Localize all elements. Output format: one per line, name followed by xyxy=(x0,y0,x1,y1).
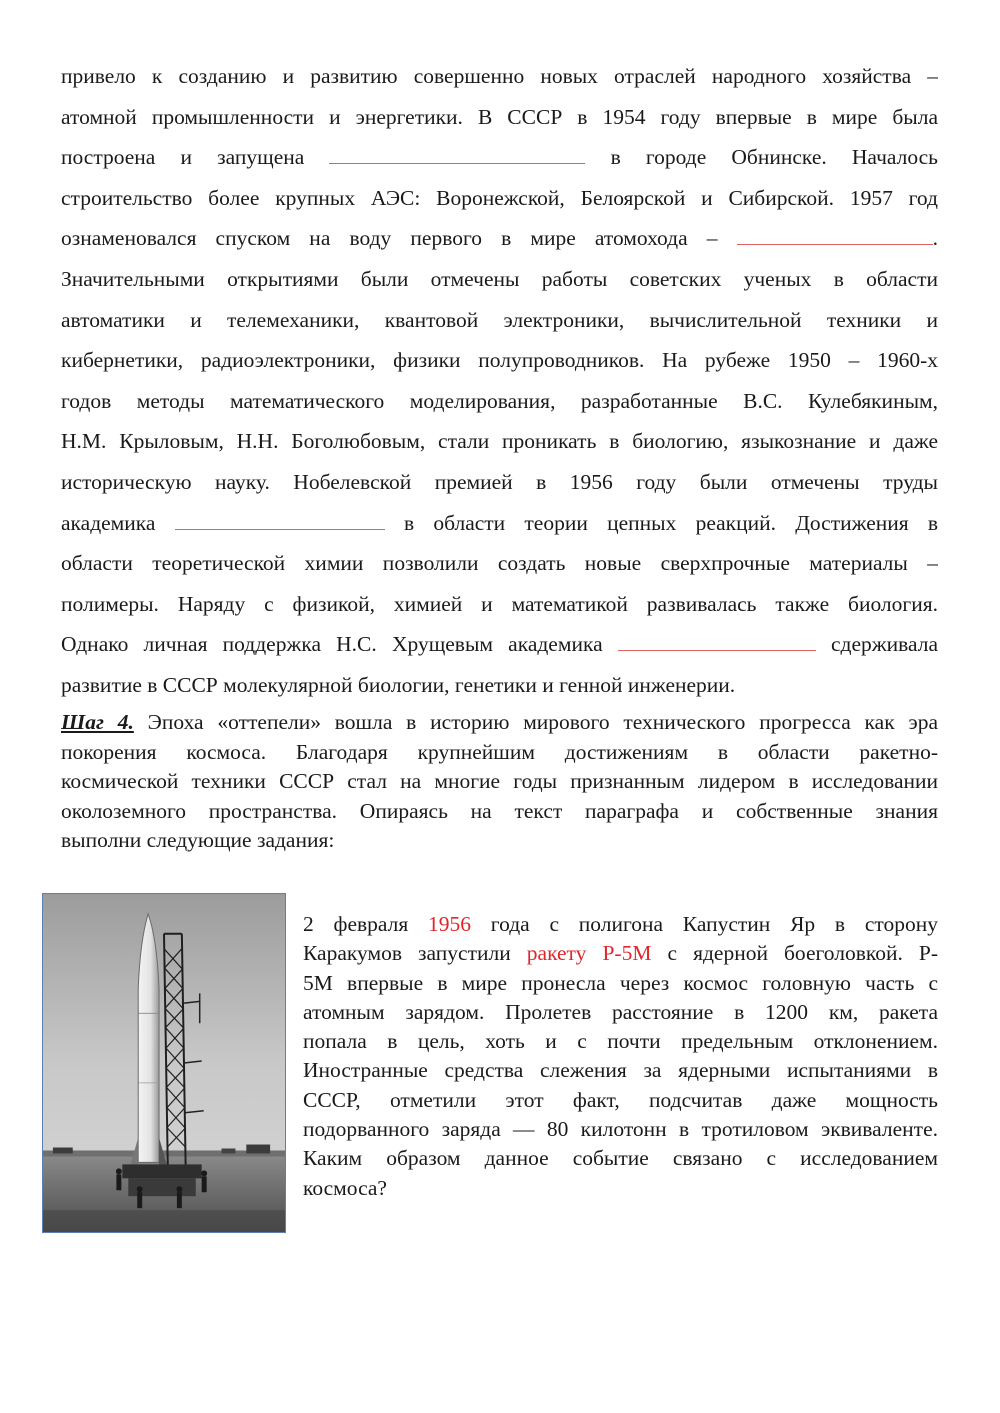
answer-blank-icebreaker[interactable] xyxy=(737,222,933,245)
text-line: автоматики и телемеханики, квантовой электроники, вычислительной техники и xyxy=(61,307,938,332)
text-segment: сдерживала xyxy=(830,632,938,657)
text-line: Каким образом данное событие связано с исследованием xyxy=(303,1146,938,1171)
rocket-photo xyxy=(42,893,286,1233)
text-line: Н.М. Крыловым, Н.Н. Боголюбовым, стали проникать в биологию, языкознание и даже xyxy=(61,429,938,454)
text-line: кибернетики, радиоэлектроники, физики полупроводников. На рубеже 1950 – 1960-х xyxy=(61,348,938,373)
text-line: привело к созданию и развитию совершенно новых отраслей народного хозяйства – xyxy=(61,64,938,88)
text-segment: в городе Обнинске. Началось xyxy=(610,145,938,170)
text-segment: 2 февраля xyxy=(303,912,409,936)
text-line: 5М впервые в мире пронесла через космос головную часть с xyxy=(303,970,938,995)
text-line: полимеры. Наряду с физикой, химией и математикой развивалась также биология. xyxy=(61,591,938,616)
text-line xyxy=(61,624,938,665)
text-line: атомной промышленности и энергетики. В СССР в 1954 году впервые в мире была xyxy=(61,104,938,129)
text-line: СССР, отметили этот факт, подсчитав даже мощность xyxy=(303,1087,938,1112)
text-segment: года с полигона Капустин Яр в сторону xyxy=(490,912,938,936)
answer-blank-nobel-academic[interactable] xyxy=(175,507,385,530)
text-line: области теоретической химии позволили создать новые сверхпрочные материалы – xyxy=(61,551,938,576)
text-line: атомным зарядом. Пролетев расстояние в 1200 км, ракета xyxy=(303,999,938,1024)
text-line: годов методы математического моделирования, разработанные В.С. Кулебякиным, xyxy=(61,388,938,413)
text-line: подорванного заряда — 80 килотонн в тротиловом эквиваленте. xyxy=(303,1117,938,1142)
text-line xyxy=(61,218,938,259)
text-line: попала в цель, хоть и с почти предельным отклонением. xyxy=(303,1029,938,1054)
text-line: Значительными открытиями были отмечены работы советских ученых в области xyxy=(61,266,938,291)
text-line: покорения космоса. Благодаря крупнейшим достижениям в области ракетно- xyxy=(61,739,938,764)
text-segment: . xyxy=(932,226,938,251)
text-line: Иностранные средства слежения за ядерными испытаниями в xyxy=(303,1058,938,1083)
history-paragraph xyxy=(61,56,938,706)
text-line: околоземного пространства. Опираясь на текст параграфа и собственные знания xyxy=(61,798,938,823)
text-segment: в области теории цепных реакций. Достижения в xyxy=(403,510,938,535)
text-line: историческую науку. Нобелевской премией в 1956 году были отмечены труды xyxy=(61,469,938,494)
text-line: строительство более крупных АЭС: Воронежской, Белоярской и Сибирской. 1957 год xyxy=(61,185,938,210)
text-segment: Каракумов запустили xyxy=(303,941,511,966)
text-line xyxy=(61,503,938,544)
rocket-launch-image xyxy=(43,894,285,1232)
answer-blank-npp[interactable] xyxy=(329,141,585,164)
highlight-rocket: ракету Р-5М xyxy=(526,941,652,966)
step4-paragraph xyxy=(61,708,938,856)
text-segment: с ядерной боеголовкой. Р- xyxy=(667,941,938,966)
text-segment: академика xyxy=(61,510,156,535)
text-line: развитие в СССР молекулярной биологии, генетики и генной инженерии. xyxy=(61,672,736,697)
step-label: Шаг 4. xyxy=(61,710,134,734)
answer-blank-supported-academic[interactable] xyxy=(618,628,816,651)
text-line: космической техники СССР стал на многие годы признанным лидером в исследовании xyxy=(61,769,938,793)
text-line xyxy=(303,910,938,939)
text-line xyxy=(61,137,938,178)
highlight-year: 1956 xyxy=(428,912,472,936)
text-segment: Эпоха «оттепели» вошла в историю мирового технического прогресса как эра xyxy=(147,710,938,734)
text-segment: построена и запущена xyxy=(61,145,305,170)
text-line xyxy=(303,939,938,968)
rocket-task-paragraph xyxy=(303,910,938,1203)
text-line: космоса? xyxy=(303,1175,387,1200)
text-segment: Однако личная поддержка Н.С. Хрущевым академика xyxy=(61,632,603,657)
text-segment: ознаменовался спуском на воду первого в мире атомохода – xyxy=(61,226,718,251)
text-line: выполни следующие задания: xyxy=(61,828,335,852)
text-line xyxy=(61,708,938,738)
